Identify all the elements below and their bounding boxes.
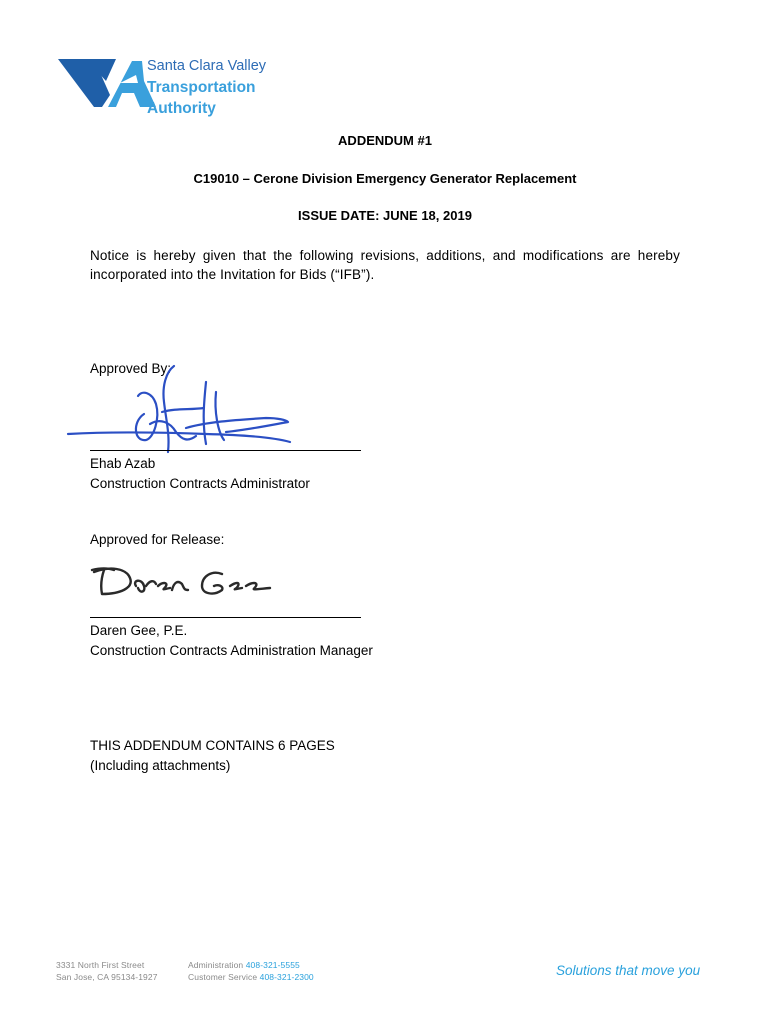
approver-2-block: [90, 621, 373, 661]
approved-by-label: Approved By:: [90, 361, 172, 376]
signature-daren-gee: [90, 560, 285, 605]
approver-1-block: [90, 454, 310, 494]
approver-1-title: Construction Contracts Administrator: [90, 476, 310, 491]
approved-for-release-label: Approved for Release:: [90, 532, 225, 547]
notice-paragraph: Notice is hereby given that the following revisions, additions, and modifications are hereby incorporated into the Invitation for Bids (“IFB”).: [90, 248, 680, 282]
addendum-title: ADDENDUM #1: [338, 133, 432, 148]
footer-admin-phone: 408-321-5555: [245, 960, 300, 970]
footer-tagline: Solutions that move you: [556, 963, 701, 978]
logo-line-1: Santa Clara Valley: [147, 58, 267, 74]
footer-customer-service: [188, 971, 314, 983]
approver-2-title: Construction Contracts Administration Manager: [90, 643, 373, 658]
footer-admin: [188, 959, 314, 971]
logo-line-2: Transportation: [147, 79, 256, 96]
logo-wordmark: [147, 56, 266, 119]
pages-note: [90, 736, 335, 776]
footer-cs-label: Customer Service: [188, 972, 258, 982]
signature-line-2: [90, 617, 361, 618]
footer-admin-label: Administration: [188, 960, 244, 970]
logo-line-3: Authority: [147, 100, 216, 117]
footer-address-line-2: San Jose, CA 95134-1927: [56, 972, 158, 982]
footer-contacts: [188, 959, 314, 983]
contract-title: C19010 – Cerone Division Emergency Generator Replacement: [193, 171, 577, 186]
signature-ehab-azab: [66, 362, 296, 462]
footer-address: [56, 959, 158, 983]
approver-1-name: Ehab Azab: [90, 456, 156, 471]
signature-line-1: [90, 450, 361, 451]
footer-cs-phone: 408-321-2300: [259, 972, 314, 982]
pages-attachments: (Including attachments): [90, 758, 231, 773]
issue-date: ISSUE DATE: JUNE 18, 2019: [298, 208, 472, 223]
pages-count: THIS ADDENDUM CONTAINS 6 PAGES: [90, 738, 335, 753]
footer-address-line-1: 3331 North First Street: [56, 960, 145, 970]
approver-2-name: Daren Gee, P.E.: [90, 623, 188, 638]
